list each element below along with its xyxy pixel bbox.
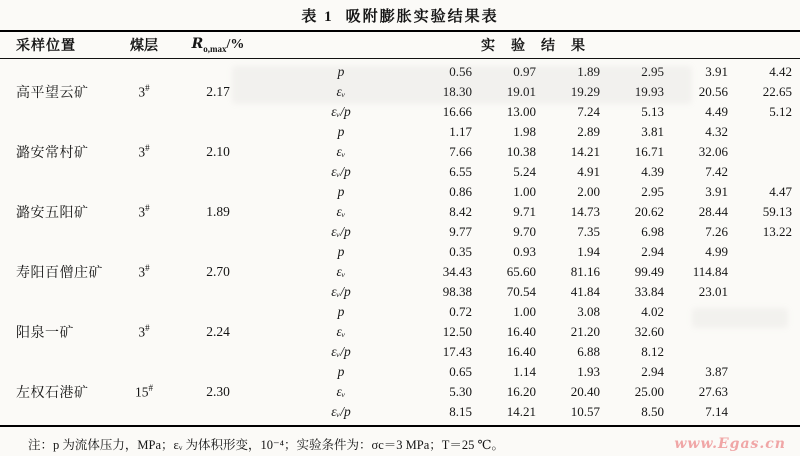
value-cell: 19.01 [506,84,536,99]
value-cell: 14.21 [570,144,600,159]
value-cell: 25.00 [634,384,664,399]
pressure-row [266,362,800,382]
site-watermark: www.Egas.cn [674,436,786,452]
result-rows [266,362,800,422]
value-cell: 32.06 [698,144,728,159]
value-cell: 0.56 [449,64,472,79]
footnote: 注：p 为流体压力，MPa；εᵥ 为体积形变，10⁻⁴；实验条件为：σc＝3 MPa；T＝25 ℃。 [28,438,505,452]
strain-pressure-ratio-row [266,102,800,122]
result-rows [266,62,800,122]
value-cell: 13.00 [506,104,536,119]
value-cell: 98.38 [442,284,472,299]
value-cell: 59.13 [762,204,792,219]
row-symbol: εᵥ [336,204,346,219]
value-cell: 2.95 [641,64,664,79]
value-cell: 8.50 [641,404,664,419]
coal-seam-cell [118,143,170,161]
value-cell: 2.94 [641,244,664,259]
seam-number: 3 [138,324,146,340]
table-footer [0,427,800,456]
value-cell: 14.73 [570,204,600,219]
value-cell: 32.60 [634,324,664,339]
value-cell: 12.50 [442,324,472,339]
table-body [0,59,800,425]
value-cell: 0.86 [449,184,472,199]
ro-max-value-cell: 2.17 [206,84,230,99]
value-cell: 4.49 [705,104,728,119]
value-cell: 7.35 [577,224,600,239]
value-cell: 20.40 [570,384,600,399]
row-symbol: p [337,364,345,379]
mine-block [0,182,800,242]
seam-hash-superscript: # [145,263,150,274]
value-cell: 21.20 [570,324,600,339]
value-cell: 27.63 [698,384,728,399]
value-cell: 2.00 [577,184,600,199]
value-cell: 2.95 [641,184,664,199]
value-cell: 3.87 [705,364,728,379]
ro-max-value-cell: 2.10 [206,144,230,159]
value-cell: 7.14 [705,404,728,419]
seam-number: 3 [138,204,146,220]
value-cell: 2.94 [641,364,664,379]
value-cell: 8.42 [449,204,472,219]
mine-block [0,62,800,122]
result-rows [266,122,800,182]
value-cell: 14.21 [506,404,536,419]
value-cell: 0.93 [513,244,536,259]
value-cell: 17.43 [442,344,472,359]
mine-block [0,362,800,422]
ro-symbol: R [191,36,204,53]
mine-block [0,302,800,362]
value-cell: 33.84 [634,284,664,299]
strain-row [266,82,800,102]
value-cell: 6.88 [577,344,600,359]
value-cell: 19.93 [634,84,664,99]
value-cell: 9.71 [513,204,536,219]
header-sampling-location: 采样位置 [16,39,76,54]
value-cell: 0.72 [449,304,472,319]
value-cell: 10.57 [570,404,600,419]
table-header-row [0,32,800,59]
value-cell: 16.20 [506,384,536,399]
strain-pressure-ratio-row [266,162,800,182]
value-cell: 1.93 [577,364,600,379]
ro-max-value-cell: 2.70 [206,264,230,279]
table-title [0,0,800,30]
ro-subscript: o,max [203,43,227,54]
results-table [0,30,800,427]
coal-seam-cell [118,83,170,101]
row-symbol: εᵥ/p [331,164,351,179]
seam-number: 3 [138,144,146,160]
result-rows [266,182,800,242]
mine-name-cell: 潞安常村矿 [16,146,89,161]
pressure-row [266,182,800,202]
strain-row [266,322,800,342]
seam-hash-superscript: # [145,83,150,94]
value-cell: 16.40 [506,344,536,359]
value-cell: 7.26 [705,224,728,239]
value-cell: 18.30 [442,84,472,99]
value-cell: 114.84 [692,264,728,279]
value-cell: 5.24 [513,164,536,179]
pressure-row [266,302,800,322]
value-cell: 1.00 [513,184,536,199]
pressure-row [266,122,800,142]
strain-row [266,382,800,402]
value-cell: 20.56 [698,84,728,99]
value-cell: 7.24 [577,104,600,119]
value-cell: 99.49 [634,264,664,279]
row-symbol: p [337,64,345,79]
result-rows [266,242,800,302]
row-symbol: εᵥ [336,144,346,159]
row-symbol: εᵥ/p [331,104,351,119]
strain-pressure-ratio-row [266,342,800,362]
pressure-row [266,62,800,82]
strain-pressure-ratio-row [266,222,800,242]
row-symbol: εᵥ/p [331,224,351,239]
mine-block [0,122,800,182]
value-cell: 4.91 [577,164,600,179]
seam-hash-superscript: # [145,323,150,334]
ro-max-value-cell: 1.89 [206,204,230,219]
pressure-row [266,242,800,262]
value-cell: 22.65 [762,84,792,99]
value-cell: 41.84 [570,284,600,299]
header-ro-max [170,36,266,54]
value-cell: 9.70 [513,224,536,239]
value-cell: 6.98 [641,224,664,239]
table-title-text: 吸附膨胀实验结果表 [345,8,499,25]
value-cell: 16.40 [506,324,536,339]
row-symbol: εᵥ/p [331,284,351,299]
value-cell: 3.91 [705,64,728,79]
value-cell: 3.81 [641,124,664,139]
value-cell: 81.16 [570,264,600,279]
value-cell: 0.97 [513,64,536,79]
value-cell: 70.54 [506,284,536,299]
strain-row [266,142,800,162]
value-cell: 4.32 [705,124,728,139]
mine-name-cell: 寿阳百僧庄矿 [16,266,103,281]
value-cell: 3.91 [705,184,728,199]
row-symbol: p [337,184,345,199]
value-cell: 34.43 [442,264,472,279]
value-cell: 19.29 [570,84,600,99]
mine-name-cell: 阳泉一矿 [16,326,74,341]
value-cell: 8.15 [449,404,472,419]
header-coal-seam: 煤层 [130,39,158,54]
seam-hash-superscript: # [145,203,150,214]
value-cell: 9.77 [449,224,472,239]
value-cell: 1.14 [513,364,536,379]
value-cell: 23.01 [698,284,728,299]
row-symbol: εᵥ/p [331,404,351,419]
row-symbol: εᵥ/p [331,344,351,359]
ro-max-value-cell: 2.30 [206,384,230,399]
value-cell: 20.62 [634,204,664,219]
seam-number: 3 [138,264,146,280]
value-cell: 0.65 [449,364,472,379]
value-cell: 6.55 [449,164,472,179]
seam-number: 3 [138,84,146,100]
table-number-label: 表 1 [301,8,334,25]
value-cell: 8.12 [641,344,664,359]
value-cell: 1.00 [513,304,536,319]
ro-max-value-cell: 2.24 [206,324,230,339]
value-cell: 0.35 [449,244,472,259]
row-symbol: p [337,124,345,139]
coal-seam-cell [118,323,170,341]
seam-hash-superscript: # [145,143,150,154]
ro-unit: /% [226,37,245,53]
value-cell: 13.22 [762,224,792,239]
result-rows [266,302,800,362]
coal-seam-cell [118,263,170,281]
strain-pressure-ratio-row [266,402,800,422]
value-cell: 1.17 [449,124,472,139]
value-cell: 7.66 [449,144,472,159]
value-cell: 3.08 [577,304,600,319]
value-cell: 5.30 [449,384,472,399]
value-cell: 65.60 [506,264,536,279]
value-cell: 4.99 [705,244,728,259]
mine-block [0,242,800,302]
value-cell: 4.47 [769,184,792,199]
value-cell: 7.42 [705,164,728,179]
value-cell: 5.13 [641,104,664,119]
value-cell: 16.71 [634,144,664,159]
strain-row [266,262,800,282]
value-cell: 1.98 [513,124,536,139]
row-symbol: p [337,244,345,259]
strain-row [266,202,800,222]
row-symbol: εᵥ [336,324,346,339]
value-cell: 28.44 [698,204,728,219]
value-cell: 10.38 [506,144,536,159]
value-cell: 4.02 [641,304,664,319]
value-cell: 4.42 [769,64,792,79]
seam-number: 15 [135,384,149,400]
seam-hash-superscript: # [148,383,153,394]
mine-name-cell: 高平望云矿 [16,86,89,101]
row-symbol: εᵥ [336,84,346,99]
mine-name-cell: 左权石港矿 [16,386,89,401]
row-symbol: p [337,304,345,319]
value-cell: 1.94 [577,244,600,259]
coal-seam-cell [118,383,170,401]
strain-pressure-ratio-row [266,282,800,302]
value-cell: 4.39 [641,164,664,179]
value-cell: 2.89 [577,124,600,139]
mine-name-cell: 潞安五阳矿 [16,206,89,221]
value-cell: 16.66 [442,104,472,119]
coal-seam-cell [118,203,170,221]
value-cell: 5.12 [769,104,792,119]
value-cell: 1.89 [577,64,600,79]
row-symbol: εᵥ [336,384,346,399]
row-symbol: εᵥ [336,264,346,279]
header-experiment-results: 实验结果 [481,39,601,54]
